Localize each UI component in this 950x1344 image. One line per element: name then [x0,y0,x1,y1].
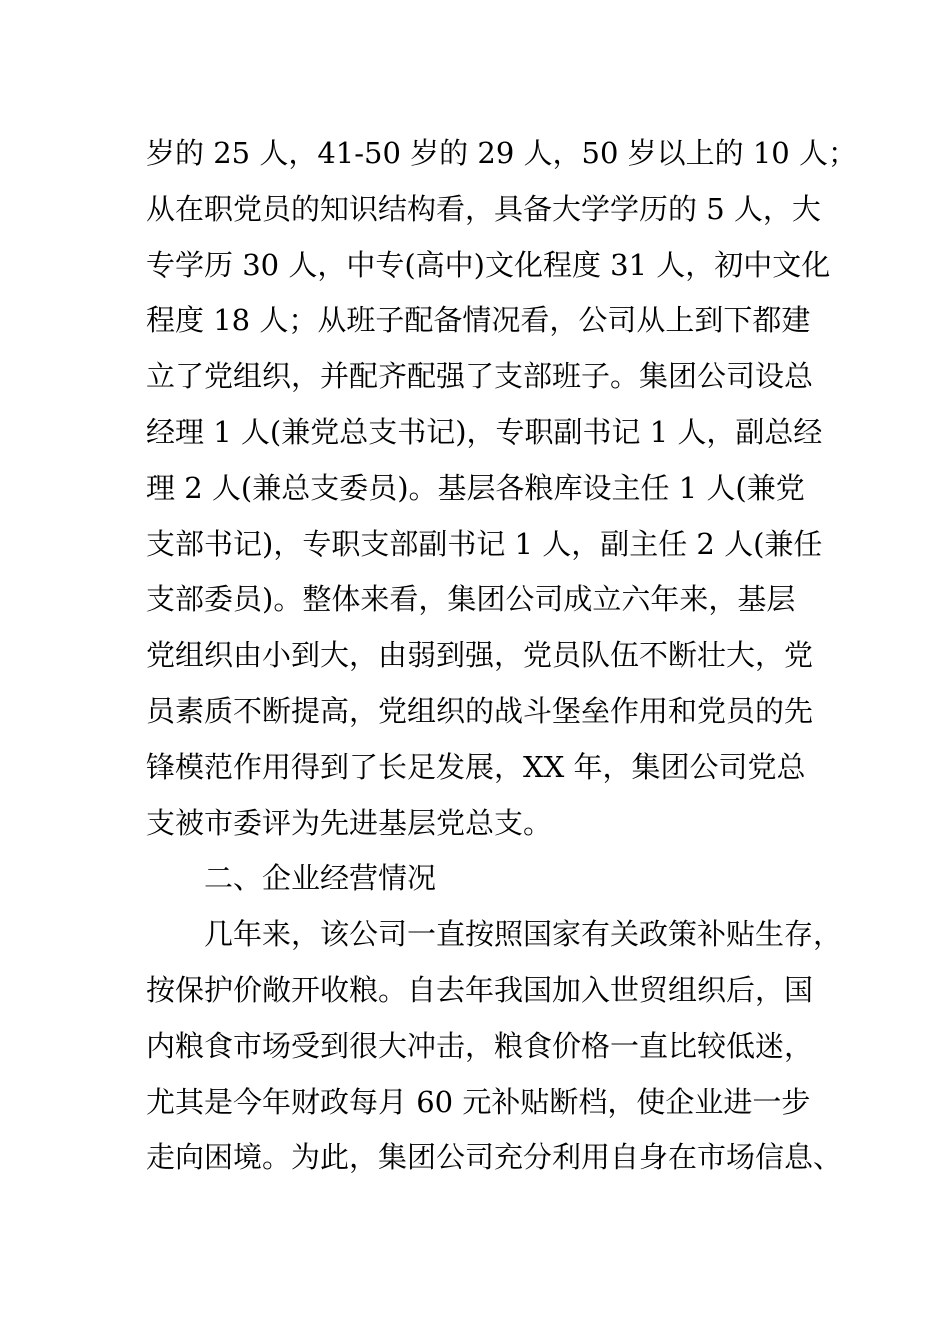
text-line: 按保护价敞开收粮。自去年我国加入世贸组织后，国 [146,972,814,1007]
text-line: 支部书记)，专职支部副书记 1 人，副主任 2 人(兼任 [146,526,823,561]
text-line: 从在职党员的知识结构看，具备大学学历的 5 人，大 [146,191,821,226]
text-line: 员素质不断提高，党组织的战斗堡垒作用和党员的先 [146,693,814,728]
section-heading: 二、企业经营情况 [204,861,437,896]
text-line: 锋模范作用得到了长足发展，XX 年，集团公司党总 [146,749,806,784]
text-line: 党组织由小到大，由弱到强，党员队伍不断壮大，党 [146,638,814,673]
text-line: 岁的 25 人，41-50 岁的 29 人，50 岁以上的 10 人； [146,136,857,170]
paragraph-first-line: 几年来，该公司一直按照国家有关政策补贴生存， [204,917,843,952]
text-line: 理 2 人(兼总支委员)。基层各粮库设主任 1 人(兼党 [146,470,805,505]
text-line: 支被市委评为先进基层党总支。 [146,805,553,840]
text-line: 尤其是今年财政每月 60 元补贴断档，使企业进一步 [146,1084,811,1119]
text-line: 立了党组织，并配齐配强了支部班子。集团公司设总 [146,359,814,394]
text-line: 内粮食市场受到很大冲击，粮食价格一直比较低迷， [146,1028,814,1063]
text-line: 走向困境。为此，集团公司充分利用自身在市场信息、 [146,1140,843,1175]
text-line: 经理 1 人(兼党总支书记)，专职副书记 1 人，副总经 [146,414,823,449]
text-line: 专学历 30 人，中专(高中)文化程度 31 人，初中文化 [146,247,831,282]
body-text [146,126,857,1186]
text-line: 程度 18 人；从班子配备情况看，公司从上到下都建 [146,303,811,338]
text-line: 支部委员)。整体来看，集团公司成立六年来，基层 [146,582,796,617]
